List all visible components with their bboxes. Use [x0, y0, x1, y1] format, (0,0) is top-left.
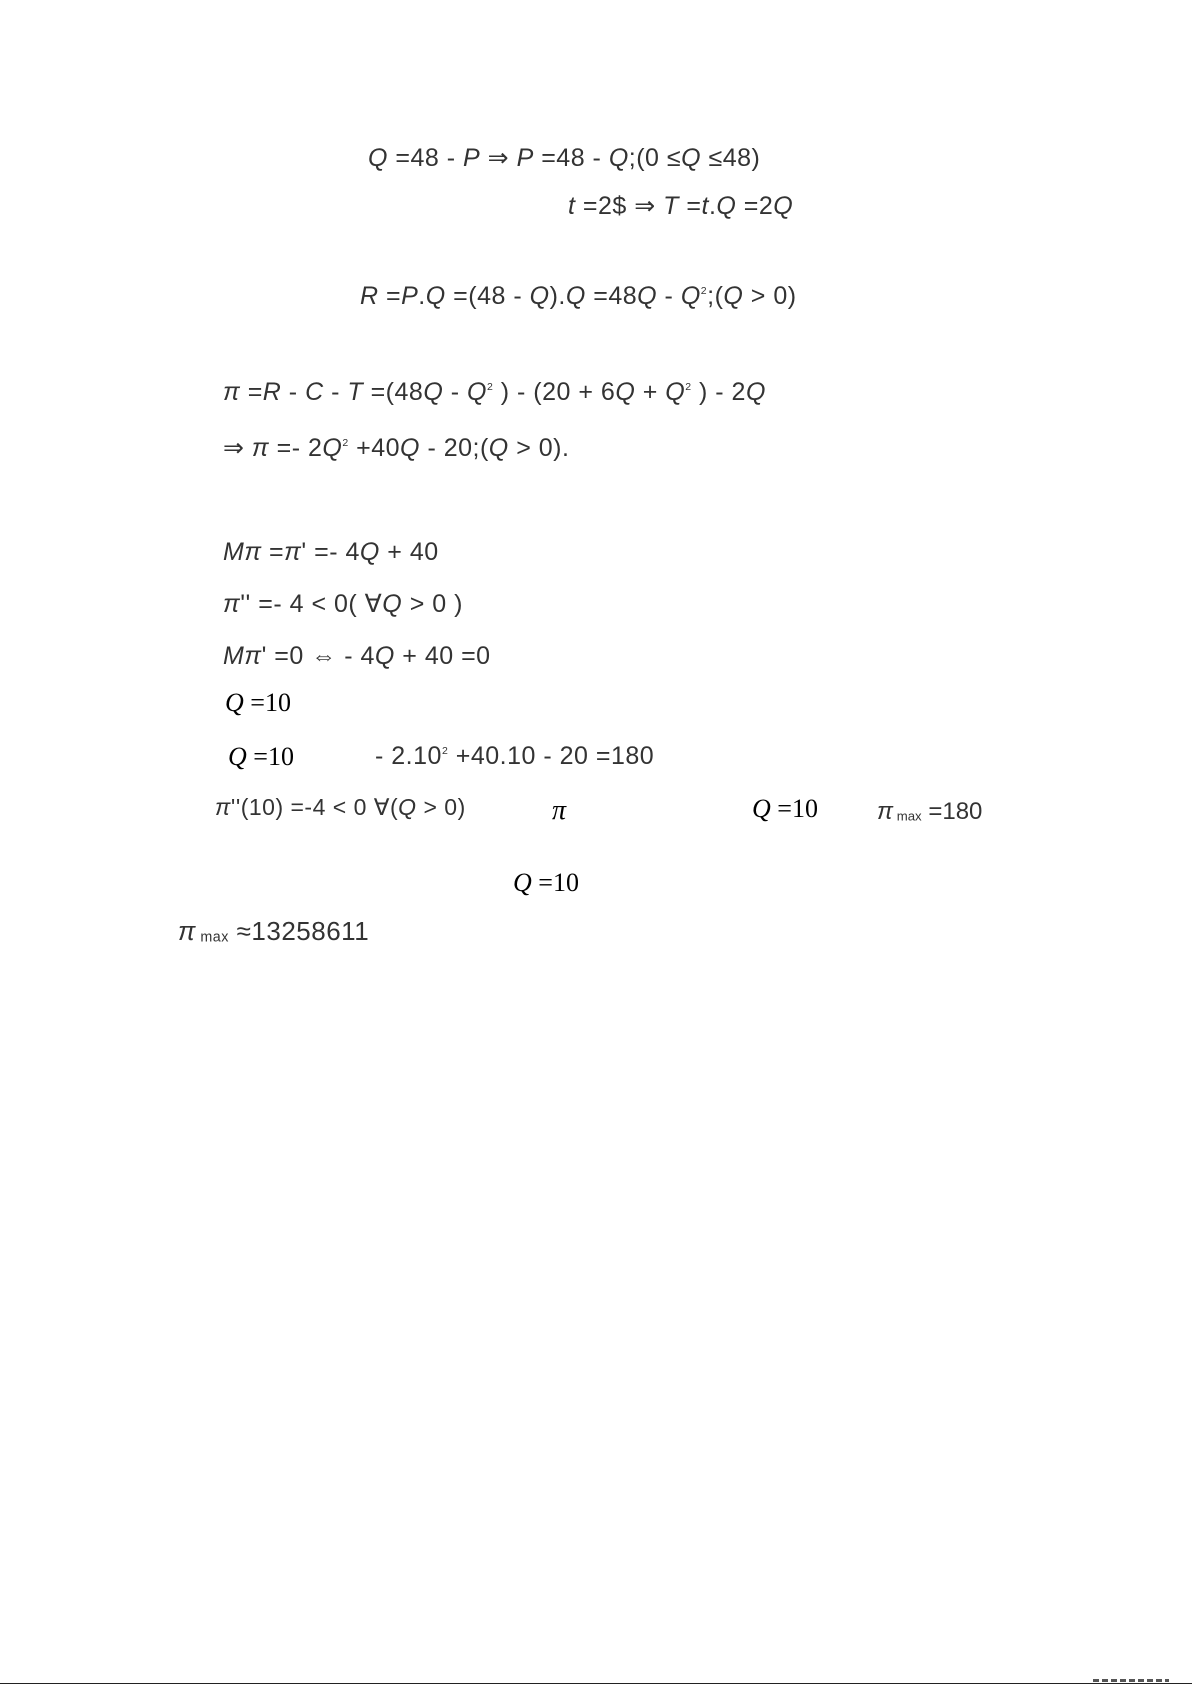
eq-token: =48 [585, 282, 638, 310]
first-order-condition [223, 644, 491, 669]
eq-token: π [223, 590, 241, 618]
eq-token: P [463, 144, 481, 172]
eq-token: Q [467, 378, 487, 406]
eq-token: = [378, 282, 402, 310]
eq-token: ' =- 4 [301, 538, 360, 566]
substitution-profit-value [375, 744, 654, 769]
eq-token: Q [513, 868, 532, 897]
eq-token: + [635, 378, 666, 406]
solution-quantity [225, 690, 291, 716]
eq-token: =2$ ⇒ [575, 192, 664, 220]
eq-token: C [305, 378, 324, 406]
eq-token: π [178, 916, 196, 946]
eq-superscript: 2 [342, 437, 349, 450]
eq-token: - 20;( [420, 434, 489, 462]
eq-token: =10 [243, 688, 291, 717]
eq-token: = [261, 538, 285, 566]
eq-token: Q [423, 378, 444, 406]
eq-token: Q [723, 282, 744, 310]
eq-token: Q [382, 590, 403, 618]
eq-token: = [240, 378, 263, 406]
eq-token: Q [225, 688, 244, 717]
eq-token: =10 [246, 742, 294, 771]
eq-subscript: max [195, 929, 229, 946]
eq-token: Q [681, 144, 702, 172]
eq-token: . [708, 192, 717, 220]
eq-superscript: 2 [700, 285, 708, 298]
eq-token: Q [615, 378, 636, 406]
eq-token: π [215, 794, 231, 820]
eq-superscript: 2 [441, 745, 449, 758]
eq-token: Q [529, 282, 550, 310]
page-bottom-rule [0, 1683, 1192, 1684]
eq-token: ≤48) [701, 144, 761, 172]
eq-token: - [443, 378, 467, 406]
eq-token: Q [359, 538, 380, 566]
eq-token: + 40 [379, 538, 439, 566]
eq-token: T [347, 378, 364, 406]
eq-token: M [223, 538, 245, 566]
eq-token: Q [665, 378, 686, 406]
eq-token: t [568, 192, 576, 220]
eq-token: P [516, 144, 534, 172]
eq-token: t [701, 192, 709, 220]
eq-token: Q [716, 192, 737, 220]
eq-token: =48 - [387, 144, 464, 172]
eq-token: ⇒ [480, 144, 517, 172]
eq-token: R [360, 282, 379, 310]
eq-token: '' =- 4 < 0( ∀ [240, 590, 383, 618]
eq-token: Q [322, 434, 343, 462]
eq-superscript: 2 [486, 381, 494, 394]
pi-symbol [552, 797, 566, 825]
eq-token: > 0) [743, 282, 797, 310]
eq-token: Q [680, 282, 701, 310]
eq-token: π [251, 434, 270, 462]
eq-token: Q [608, 144, 629, 172]
eq-token: π [244, 642, 262, 670]
eq-token: Q [400, 434, 420, 462]
eq-token: π [284, 538, 302, 566]
eq-token: Q [228, 742, 247, 771]
eq-token: π [223, 378, 241, 406]
scan-artifact [1093, 1679, 1169, 1682]
substitution-quantity [228, 744, 294, 770]
eq-token: Q [488, 434, 509, 462]
eq-token: ''(10) =-4 < 0 ∀( [230, 794, 399, 820]
eq-token: R [262, 378, 282, 406]
eq-token: > 0 ) [402, 590, 463, 618]
eq-token: Q [368, 144, 388, 172]
eq-token: P [401, 282, 419, 310]
profit-equation [223, 380, 766, 405]
eq-token: Q [752, 794, 771, 823]
eq-token: =(48 - [445, 282, 530, 310]
eq-token: =- 2 [269, 434, 323, 462]
eq-token: Q [398, 794, 417, 820]
eq-subscript: max [893, 808, 922, 824]
demand-equation [368, 146, 760, 171]
eq-token: +40 [348, 434, 401, 462]
eq-token: ;(0 ≤ [628, 144, 682, 172]
eq-token: M [223, 642, 245, 670]
eq-token: > 0) [416, 794, 466, 820]
eq-token: Q [773, 192, 794, 220]
eq-token: = [678, 192, 702, 220]
eq-token: Q [745, 378, 766, 406]
eq-token: =10 [531, 868, 579, 897]
marginal-profit-equation [223, 540, 439, 565]
eq-token: =(48 [363, 378, 424, 406]
eq-token: + 40 =0 [394, 642, 491, 670]
second-derivative-equation [223, 592, 463, 617]
eq-token: =10 [770, 794, 818, 823]
eq-token: - 2.10 [375, 742, 442, 770]
tax-equation [568, 194, 793, 219]
max-profit-approx [178, 918, 369, 945]
eq-token: +40.10 - 20 =180 [448, 742, 655, 770]
revenue-equation [360, 284, 797, 309]
optimal-quantity [752, 796, 818, 822]
eq-token: Q [425, 282, 446, 310]
eq-superscript: 2 [685, 381, 692, 394]
eq-token: ≈13258611 [228, 916, 370, 946]
eq-token: ) - (20 + 6 [493, 378, 616, 406]
eq-token: π [552, 795, 567, 826]
eq-token: ⇒ [223, 434, 252, 462]
eq-token: π [244, 538, 262, 566]
max-profit-value [877, 800, 982, 824]
eq-token: ;( [707, 282, 724, 310]
eq-token: ). [549, 282, 566, 310]
conclusion-quantity [513, 870, 579, 896]
eq-token: ) - 2 [691, 378, 746, 406]
eq-token: Q [374, 642, 395, 670]
eq-token: > 0). [508, 434, 570, 462]
eq-token: Q [565, 282, 586, 310]
eq-token: T [663, 192, 679, 220]
eq-token: . [418, 282, 426, 310]
profit-simplified-equation [223, 436, 569, 461]
eq-token: ' =0 ⇔ - 4 [261, 642, 375, 670]
eq-token: =180 [921, 798, 983, 825]
eq-token: =2 [736, 192, 774, 220]
eq-token: π [877, 798, 894, 825]
eq-token: Q [637, 282, 658, 310]
eq-token: - [657, 282, 681, 310]
second-derivative-check [215, 796, 466, 819]
eq-token: =48 - [533, 144, 609, 172]
eq-token: - [281, 378, 306, 406]
eq-token: - [323, 378, 348, 406]
